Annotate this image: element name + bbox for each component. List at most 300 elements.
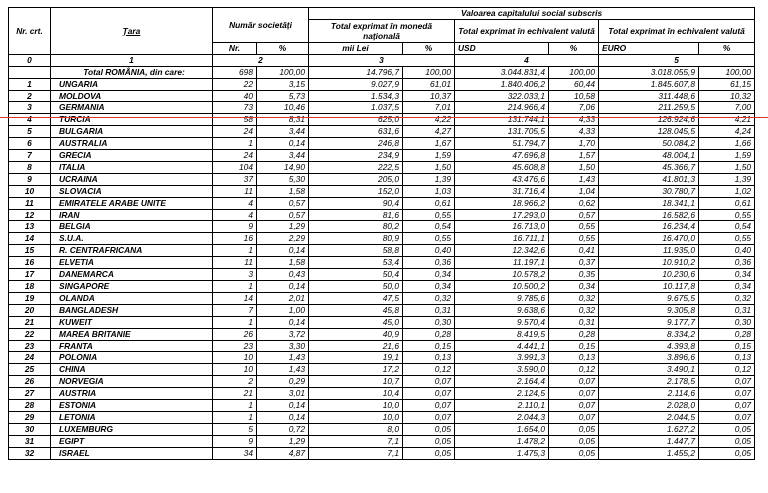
row-country: R. CENTRAFRICANA <box>51 245 213 257</box>
table-row <box>9 447 755 459</box>
row-euro: 48.004,1 <box>599 150 699 162</box>
row-usd: 9.570,4 <box>455 316 549 328</box>
row-euro: 1.845.607,8 <box>599 78 699 90</box>
row-country: LUXEMBURG <box>51 423 213 435</box>
row-pct-societati: 1,58 <box>257 185 309 197</box>
row-nr-societati: 1 <box>213 411 257 423</box>
row-pct-euro: 1,50 <box>699 161 755 173</box>
row-nr: 26 <box>9 376 51 388</box>
row-pct-lei: 0,13 <box>403 352 455 364</box>
row-euro: 1.627,2 <box>599 423 699 435</box>
table-row <box>9 78 755 90</box>
row-mii-lei: 45,8 <box>309 304 403 316</box>
row-euro: 4.393,8 <box>599 340 699 352</box>
table-row <box>9 316 755 328</box>
row-nr: 12 <box>9 209 51 221</box>
row-usd: 8.419,5 <box>455 328 549 340</box>
row-pct-lei: 4,22 <box>403 114 455 126</box>
row-pct-usd: 7,06 <box>549 102 599 114</box>
row-pct-lei: 0,12 <box>403 364 455 376</box>
row-pct-societati: 0,14 <box>257 400 309 412</box>
row-usd: 12.342,6 <box>455 245 549 257</box>
row-nr-societati: 24 <box>213 150 257 162</box>
total-mii-lei: 14.796,7 <box>309 66 403 78</box>
row-usd: 1.840.406,2 <box>455 78 549 90</box>
row-pct-societati: 0,29 <box>257 376 309 388</box>
row-pct-lei: 0,05 <box>403 447 455 459</box>
row-mii-lei: 53,4 <box>309 257 403 269</box>
row-mii-lei: 81,6 <box>309 209 403 221</box>
table-row <box>9 161 755 173</box>
row-usd: 47.696,8 <box>455 150 549 162</box>
subheader-pct: % <box>257 42 309 54</box>
table-row <box>9 233 755 245</box>
table-row <box>9 376 755 388</box>
subheader-mii-lei: mii Lei <box>309 42 403 54</box>
row-pct-lei: 10,37 <box>403 90 455 102</box>
row-pct-euro: 0,13 <box>699 352 755 364</box>
row-pct-societati: 3,72 <box>257 328 309 340</box>
row-nr: 19 <box>9 292 51 304</box>
row-nr: 31 <box>9 435 51 447</box>
row-pct-societati: 0,14 <box>257 138 309 150</box>
row-nr-societati: 40 <box>213 90 257 102</box>
row-mii-lei: 205,0 <box>309 173 403 185</box>
table-row <box>9 388 755 400</box>
row-euro: 16.582,6 <box>599 209 699 221</box>
row-country: SLOVACIA <box>51 185 213 197</box>
row-pct-usd: 0,05 <box>549 447 599 459</box>
row-nr: 22 <box>9 328 51 340</box>
row-nr-societati: 22 <box>213 78 257 90</box>
row-pct-euro: 0,07 <box>699 376 755 388</box>
row-mii-lei: 152,0 <box>309 185 403 197</box>
row-pct-euro: 0,05 <box>699 435 755 447</box>
row-usd: 214.966,4 <box>455 102 549 114</box>
row-pct-societati: 3,30 <box>257 340 309 352</box>
table-row <box>9 435 755 447</box>
row-nr-societati: 9 <box>213 221 257 233</box>
row-euro: 50.084,2 <box>599 138 699 150</box>
row-pct-euro: 0,61 <box>699 197 755 209</box>
row-nr-societati: 58 <box>213 114 257 126</box>
row-pct-lei: 1,39 <box>403 173 455 185</box>
row-mii-lei: 40,9 <box>309 328 403 340</box>
total-row <box>9 66 755 78</box>
table-row <box>9 364 755 376</box>
row-pct-usd: 4,33 <box>549 126 599 138</box>
row-pct-euro: 4,24 <box>699 126 755 138</box>
row-pct-usd: 0,55 <box>549 221 599 233</box>
row-euro: 16.234,4 <box>599 221 699 233</box>
row-pct-usd: 0,34 <box>549 281 599 293</box>
header-nr: Nr. crt. <box>9 8 51 55</box>
row-pct-societati: 5,73 <box>257 90 309 102</box>
row-euro: 41.801,3 <box>599 173 699 185</box>
row-country: UNGARIA <box>51 78 213 90</box>
row-usd: 9.785,6 <box>455 292 549 304</box>
row-pct-lei: 0,34 <box>403 269 455 281</box>
row-mii-lei: 21,6 <box>309 340 403 352</box>
row-nr: 32 <box>9 447 51 459</box>
row-mii-lei: 222,5 <box>309 161 403 173</box>
row-nr: 9 <box>9 173 51 185</box>
row-pct-euro: 0,55 <box>699 233 755 245</box>
row-mii-lei: 80,9 <box>309 233 403 245</box>
row-euro: 3.490,1 <box>599 364 699 376</box>
row-pct-societati: 2,01 <box>257 292 309 304</box>
row-usd: 2.164,4 <box>455 376 549 388</box>
total-pct-euro: 100,00 <box>699 66 755 78</box>
row-pct-lei: 0,05 <box>403 423 455 435</box>
row-pct-usd: 60,44 <box>549 78 599 90</box>
row-pct-societati: 14,90 <box>257 161 309 173</box>
row-nr: 28 <box>9 400 51 412</box>
row-country: ISRAEL <box>51 447 213 459</box>
row-nr-societati: 24 <box>213 126 257 138</box>
row-nr: 8 <box>9 161 51 173</box>
row-pct-euro: 1,39 <box>699 173 755 185</box>
row-pct-societati: 3,15 <box>257 78 309 90</box>
row-nr-societati: 1 <box>213 281 257 293</box>
row-country: EGIPT <box>51 435 213 447</box>
row-pct-lei: 0,31 <box>403 304 455 316</box>
row-pct-societati: 1,43 <box>257 352 309 364</box>
row-pct-usd: 0,32 <box>549 292 599 304</box>
row-pct-lei: 0,55 <box>403 209 455 221</box>
header-numar-societati: Număr societăți <box>213 8 309 43</box>
row-mii-lei: 625,0 <box>309 114 403 126</box>
table-row <box>9 90 755 102</box>
table-row <box>9 209 755 221</box>
row-mii-lei: 50,4 <box>309 269 403 281</box>
subheader-pct: % <box>549 42 599 54</box>
row-usd: 11.197,1 <box>455 257 549 269</box>
row-nr: 24 <box>9 352 51 364</box>
row-pct-societati: 0,57 <box>257 209 309 221</box>
row-mii-lei: 10,0 <box>309 400 403 412</box>
row-pct-societati: 0,14 <box>257 281 309 293</box>
index-cell: 0 <box>9 54 51 66</box>
row-pct-societati: 1,43 <box>257 364 309 376</box>
row-pct-euro: 10,32 <box>699 90 755 102</box>
row-pct-usd: 0,35 <box>549 269 599 281</box>
row-pct-lei: 0,32 <box>403 292 455 304</box>
row-euro: 2.114,6 <box>599 388 699 400</box>
row-nr: 25 <box>9 364 51 376</box>
row-pct-societati: 1,29 <box>257 221 309 233</box>
row-mii-lei: 7,1 <box>309 447 403 459</box>
row-nr: 13 <box>9 221 51 233</box>
capital-table <box>8 7 755 460</box>
row-usd: 9.638,6 <box>455 304 549 316</box>
row-usd: 18.966,2 <box>455 197 549 209</box>
row-pct-societati: 3,44 <box>257 126 309 138</box>
row-nr-societati: 10 <box>213 352 257 364</box>
row-country: GRECIA <box>51 150 213 162</box>
row-pct-lei: 0,07 <box>403 388 455 400</box>
row-nr: 4 <box>9 114 51 126</box>
row-pct-lei: 0,54 <box>403 221 455 233</box>
row-pct-usd: 0,41 <box>549 245 599 257</box>
total-pct-usd: 100,00 <box>549 66 599 78</box>
row-euro: 10.117,8 <box>599 281 699 293</box>
row-pct-societati: 1,29 <box>257 435 309 447</box>
row-country: OLANDA <box>51 292 213 304</box>
row-nr-societati: 23 <box>213 340 257 352</box>
table-row <box>9 245 755 257</box>
row-pct-societati: 0,43 <box>257 269 309 281</box>
row-mii-lei: 8,0 <box>309 423 403 435</box>
row-nr-societati: 11 <box>213 257 257 269</box>
row-pct-euro: 0,07 <box>699 400 755 412</box>
row-country: KUWEIT <box>51 316 213 328</box>
row-nr-societati: 34 <box>213 447 257 459</box>
row-mii-lei: 58,8 <box>309 245 403 257</box>
row-country: ITALIA <box>51 161 213 173</box>
row-pct-usd: 1,43 <box>549 173 599 185</box>
row-euro: 9.305,8 <box>599 304 699 316</box>
row-pct-usd: 0,07 <box>549 400 599 412</box>
row-mii-lei: 1.037,5 <box>309 102 403 114</box>
row-pct-euro: 0,34 <box>699 269 755 281</box>
table-row <box>9 150 755 162</box>
row-pct-societati: 0,72 <box>257 423 309 435</box>
row-mii-lei: 7,1 <box>309 435 403 447</box>
table-row <box>9 126 755 138</box>
row-pct-euro: 0,36 <box>699 257 755 269</box>
table-row <box>9 328 755 340</box>
row-pct-lei: 0,34 <box>403 281 455 293</box>
row-nr: 7 <box>9 150 51 162</box>
row-mii-lei: 631,6 <box>309 126 403 138</box>
row-nr: 15 <box>9 245 51 257</box>
row-country: EMIRATELE ARABE UNITE <box>51 197 213 209</box>
table-row <box>9 185 755 197</box>
row-mii-lei: 246,8 <box>309 138 403 150</box>
row-pct-usd: 1,50 <box>549 161 599 173</box>
total-pct-societati: 100,00 <box>257 66 309 78</box>
row-euro: 126.924,6 <box>599 114 699 126</box>
row-country: FRANTA <box>51 340 213 352</box>
row-nr-societati: 26 <box>213 328 257 340</box>
row-country: CHINA <box>51 364 213 376</box>
row-country: BANGLADESH <box>51 304 213 316</box>
row-pct-usd: 0,62 <box>549 197 599 209</box>
row-nr-societati: 1 <box>213 316 257 328</box>
row-nr-societati: 21 <box>213 388 257 400</box>
row-pct-societati: 0,14 <box>257 245 309 257</box>
row-euro: 18.341,1 <box>599 197 699 209</box>
row-nr-societati: 9 <box>213 435 257 447</box>
row-mii-lei: 10,4 <box>309 388 403 400</box>
table-row <box>9 304 755 316</box>
row-pct-lei: 1,59 <box>403 150 455 162</box>
row-euro: 10.910,2 <box>599 257 699 269</box>
row-pct-lei: 1,50 <box>403 161 455 173</box>
row-pct-societati: 8,31 <box>257 114 309 126</box>
row-usd: 3.991,3 <box>455 352 549 364</box>
row-nr-societati: 73 <box>213 102 257 114</box>
row-nr: 10 <box>9 185 51 197</box>
row-nr: 5 <box>9 126 51 138</box>
row-usd: 1.478,2 <box>455 435 549 447</box>
row-nr-societati: 3 <box>213 269 257 281</box>
row-pct-usd: 0,57 <box>549 209 599 221</box>
row-pct-societati: 5,30 <box>257 173 309 185</box>
row-nr: 27 <box>9 388 51 400</box>
total-label: Total ROMÂNIA, din care: <box>51 66 213 78</box>
row-nr: 29 <box>9 411 51 423</box>
row-mii-lei: 1.534,3 <box>309 90 403 102</box>
row-pct-societati: 0,14 <box>257 316 309 328</box>
row-nr: 20 <box>9 304 51 316</box>
row-pct-societati: 10,46 <box>257 102 309 114</box>
row-pct-lei: 4,27 <box>403 126 455 138</box>
row-nr: 14 <box>9 233 51 245</box>
row-pct-usd: 10,58 <box>549 90 599 102</box>
row-pct-euro: 0,54 <box>699 221 755 233</box>
row-country: AUSTRALIA <box>51 138 213 150</box>
table-row <box>9 114 755 126</box>
table-row <box>9 138 755 150</box>
row-pct-euro: 0,31 <box>699 304 755 316</box>
row-euro: 2.028,0 <box>599 400 699 412</box>
index-cell: 1 <box>51 54 213 66</box>
row-pct-usd: 0,07 <box>549 388 599 400</box>
table-row <box>9 269 755 281</box>
row-country: ESTONIA <box>51 400 213 412</box>
table-row <box>9 197 755 209</box>
row-euro: 45.366,7 <box>599 161 699 173</box>
row-nr-societati: 4 <box>213 197 257 209</box>
table-row <box>9 423 755 435</box>
row-pct-lei: 0,28 <box>403 328 455 340</box>
row-pct-euro: 0,12 <box>699 364 755 376</box>
row-euro: 30.780,7 <box>599 185 699 197</box>
row-usd: 4.441,1 <box>455 340 549 352</box>
row-pct-euro: 0,28 <box>699 328 755 340</box>
row-pct-usd: 0,37 <box>549 257 599 269</box>
row-usd: 10.500,2 <box>455 281 549 293</box>
row-euro: 1.455,2 <box>599 447 699 459</box>
row-pct-lei: 0,07 <box>403 400 455 412</box>
row-country: S.U.A. <box>51 233 213 245</box>
row-country: BELGIA <box>51 221 213 233</box>
row-pct-euro: 0,55 <box>699 209 755 221</box>
row-pct-lei: 0,07 <box>403 411 455 423</box>
row-country: UCRAINA <box>51 173 213 185</box>
table-row <box>9 340 755 352</box>
row-nr-societati: 1 <box>213 400 257 412</box>
row-pct-lei: 61,01 <box>403 78 455 90</box>
row-pct-societati: 1,00 <box>257 304 309 316</box>
table-row <box>9 352 755 364</box>
row-euro: 8.334,2 <box>599 328 699 340</box>
row-pct-lei: 0,36 <box>403 257 455 269</box>
row-country: AUSTRIA <box>51 388 213 400</box>
row-pct-euro: 1,66 <box>699 138 755 150</box>
row-nr-societati: 1 <box>213 138 257 150</box>
row-pct-euro: 1,59 <box>699 150 755 162</box>
row-euro: 16.470,0 <box>599 233 699 245</box>
table-row <box>9 257 755 269</box>
row-mii-lei: 19,1 <box>309 352 403 364</box>
row-usd: 3.590,0 <box>455 364 549 376</box>
row-usd: 17.293,0 <box>455 209 549 221</box>
row-mii-lei: 9.027,9 <box>309 78 403 90</box>
row-pct-usd: 0,28 <box>549 328 599 340</box>
row-nr: 17 <box>9 269 51 281</box>
row-pct-euro: 0,07 <box>699 388 755 400</box>
subheader-pct: % <box>403 42 455 54</box>
row-euro: 9.177,7 <box>599 316 699 328</box>
row-pct-usd: 4,33 <box>549 114 599 126</box>
row-nr: 3 <box>9 102 51 114</box>
row-pct-usd: 0,12 <box>549 364 599 376</box>
row-country: IRAN <box>51 209 213 221</box>
row-pct-lei: 0,05 <box>403 435 455 447</box>
row-nr: 16 <box>9 257 51 269</box>
total-usd: 3.044.831,4 <box>455 66 549 78</box>
subheader-euro: EURO <box>599 42 699 54</box>
row-mii-lei: 45,0 <box>309 316 403 328</box>
row-pct-lei: 7,01 <box>403 102 455 114</box>
row-country: DANEMARCA <box>51 269 213 281</box>
row-pct-usd: 0,15 <box>549 340 599 352</box>
header-exprimat-moneda: Total exprimat în monedă națională <box>309 19 455 42</box>
row-euro: 1.447,7 <box>599 435 699 447</box>
total-pct-lei: 100,00 <box>403 66 455 78</box>
row-pct-euro: 7,00 <box>699 102 755 114</box>
table-row <box>9 221 755 233</box>
row-pct-societati: 3,01 <box>257 388 309 400</box>
row-mii-lei: 234,9 <box>309 150 403 162</box>
row-euro: 3.896,6 <box>599 352 699 364</box>
row-pct-lei: 0,07 <box>403 376 455 388</box>
row-mii-lei: 10,7 <box>309 376 403 388</box>
index-cell: 3 <box>309 54 455 66</box>
row-euro: 128.045,5 <box>599 126 699 138</box>
row-euro: 10.230,6 <box>599 269 699 281</box>
row-country: POLONIA <box>51 352 213 364</box>
row-nr: 21 <box>9 316 51 328</box>
highlight-line <box>0 117 768 118</box>
row-country: SINGAPORE <box>51 281 213 293</box>
row-pct-lei: 1,03 <box>403 185 455 197</box>
table-row <box>9 173 755 185</box>
row-pct-lei: 1,67 <box>403 138 455 150</box>
row-nr-societati: 16 <box>213 233 257 245</box>
row-pct-societati: 1,58 <box>257 257 309 269</box>
row-nr-societati: 10 <box>213 364 257 376</box>
row-pct-lei: 0,61 <box>403 197 455 209</box>
row-country: TURCIA <box>51 114 213 126</box>
row-pct-lei: 0,15 <box>403 340 455 352</box>
row-euro: 2.044,5 <box>599 411 699 423</box>
row-mii-lei: 47,5 <box>309 292 403 304</box>
row-country: MAREA BRITANIE <box>51 328 213 340</box>
row-pct-lei: 0,55 <box>403 233 455 245</box>
row-usd: 131.744,1 <box>455 114 549 126</box>
row-pct-euro: 0,07 <box>699 411 755 423</box>
table-body <box>9 54 755 459</box>
subheader-pct: % <box>699 42 755 54</box>
row-usd: 51.794,7 <box>455 138 549 150</box>
row-euro: 2.178,5 <box>599 376 699 388</box>
row-nr-societati: 7 <box>213 304 257 316</box>
row-usd: 2.124,5 <box>455 388 549 400</box>
